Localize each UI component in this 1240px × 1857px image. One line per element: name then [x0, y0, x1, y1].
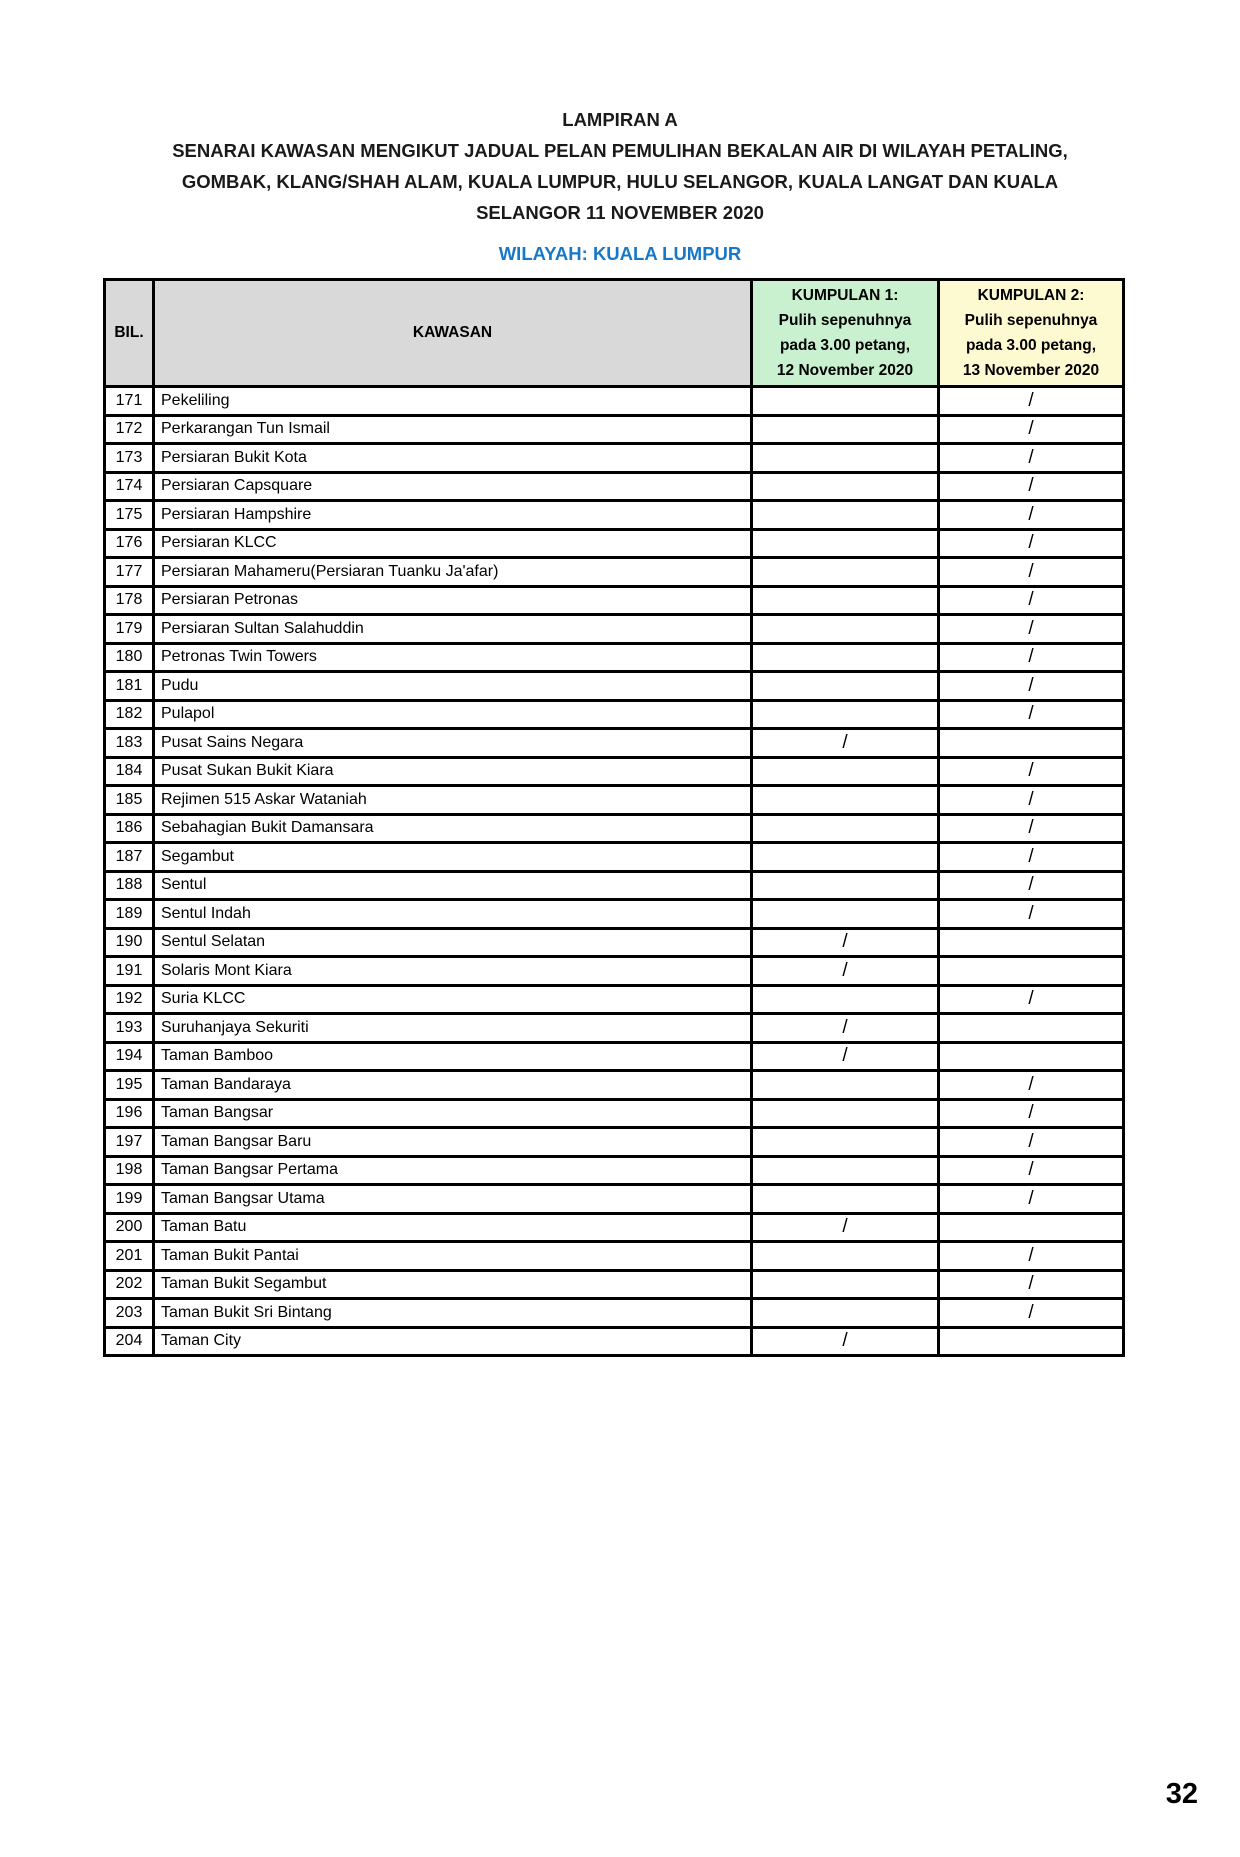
kumpulan1-line-2: Pulih sepenuhnya: [778, 312, 912, 329]
title-line-2: GOMBAK, KLANG/SHAH ALAM, KUALA LUMPUR, HULU SELANGOR, KUALA LANGAT DAN KUALA: [181, 171, 1059, 192]
table-header-row: [105, 280, 1124, 387]
cell-bil: 174: [105, 472, 154, 501]
cell-bil: 192: [105, 985, 154, 1014]
table-row: [105, 1242, 1124, 1271]
cell-kumpulan2: /: [939, 1099, 1124, 1128]
cell-kawasan: Taman Bandaraya: [154, 1071, 752, 1100]
table-row: [105, 586, 1124, 615]
cell-kumpulan2: /: [939, 1156, 1124, 1185]
table-row: [105, 786, 1124, 815]
cell-kumpulan1: [752, 814, 939, 843]
cell-kawasan: Persiaran Mahameru(Persiaran Tuanku Ja'afar): [154, 558, 752, 587]
kumpulan2-line-2: Pulih sepenuhnya: [964, 312, 1098, 329]
cell-kawasan: Sentul: [154, 871, 752, 900]
cell-kumpulan2: [939, 1327, 1124, 1356]
cell-kumpulan2: [939, 957, 1124, 986]
cell-bil: 197: [105, 1128, 154, 1157]
cell-kumpulan1: [752, 786, 939, 815]
kumpulan2-line-3: pada 3.00 petang,: [965, 337, 1097, 354]
cell-bil: 204: [105, 1327, 154, 1356]
table-row: [105, 985, 1124, 1014]
title-line-1: SENARAI KAWASAN MENGIKUT JADUAL PELAN PEMULIHAN BEKALAN AIR DI WILAYAH PETALING,: [172, 140, 1068, 161]
cell-kumpulan1: [752, 615, 939, 644]
cell-kawasan: Sebahagian Bukit Damansara: [154, 814, 752, 843]
document-page: [0, 104, 1240, 1857]
cell-kawasan: Taman Bukit Segambut: [154, 1270, 752, 1299]
cell-kumpulan2: /: [939, 643, 1124, 672]
cell-bil: 176: [105, 529, 154, 558]
cell-kumpulan1: [752, 1071, 939, 1100]
cell-kawasan: Perkarangan Tun Ismail: [154, 415, 752, 444]
cell-kawasan: Pulapol: [154, 700, 752, 729]
cell-kawasan: Taman Bukit Sri Bintang: [154, 1299, 752, 1328]
region-label: WILAYAH: KUALA LUMPUR: [498, 243, 742, 264]
table-row: [105, 1213, 1124, 1242]
kumpulan1-line-3: pada 3.00 petang,: [779, 337, 911, 354]
cell-kawasan: Rejimen 515 Askar Wataniah: [154, 786, 752, 815]
cell-kumpulan1: [752, 985, 939, 1014]
cell-kumpulan1: /: [752, 729, 939, 758]
table-row: [105, 1270, 1124, 1299]
cell-bil: 172: [105, 415, 154, 444]
table-body: [105, 387, 1124, 1356]
table-row: [105, 1156, 1124, 1185]
table-row: [105, 643, 1124, 672]
cell-kumpulan2: [939, 1213, 1124, 1242]
cell-kawasan: Persiaran Sultan Salahuddin: [154, 615, 752, 644]
cell-kumpulan2: /: [939, 1299, 1124, 1328]
cell-kawasan: Sentul Indah: [154, 900, 752, 929]
cell-bil: 191: [105, 957, 154, 986]
cell-bil: 171: [105, 387, 154, 416]
cell-kumpulan1: [752, 1128, 939, 1157]
cell-kumpulan2: /: [939, 1242, 1124, 1271]
cell-bil: 173: [105, 444, 154, 473]
cell-kumpulan1: [752, 900, 939, 929]
cell-kumpulan2: /: [939, 501, 1124, 530]
table-row: [105, 1014, 1124, 1043]
cell-kumpulan1: [752, 643, 939, 672]
cell-bil: 194: [105, 1042, 154, 1071]
cell-bil: 186: [105, 814, 154, 843]
cell-kawasan: Sentul Selatan: [154, 928, 752, 957]
schedule-table: [103, 278, 1125, 1357]
cell-kumpulan1: [752, 558, 939, 587]
cell-kawasan: Taman Bukit Pantai: [154, 1242, 752, 1271]
cell-bil: 200: [105, 1213, 154, 1242]
header-cell-kumpulan2: [939, 280, 1124, 387]
cell-bil: 180: [105, 643, 154, 672]
title-line-3: SELANGOR 11 NOVEMBER 2020: [476, 202, 764, 223]
cell-kumpulan2: /: [939, 700, 1124, 729]
cell-kawasan: Taman Bangsar: [154, 1099, 752, 1128]
cell-bil: 182: [105, 700, 154, 729]
cell-kumpulan2: /: [939, 529, 1124, 558]
cell-kumpulan1: /: [752, 1213, 939, 1242]
cell-kumpulan1: [752, 444, 939, 473]
header-cell-kumpulan1: [752, 280, 939, 387]
table-row: [105, 843, 1124, 872]
table-row: [105, 1099, 1124, 1128]
cell-kumpulan1: [752, 1270, 939, 1299]
cell-bil: 189: [105, 900, 154, 929]
cell-kumpulan1: /: [752, 1014, 939, 1043]
cell-kumpulan2: /: [939, 1270, 1124, 1299]
cell-kumpulan2: /: [939, 843, 1124, 872]
cell-bil: 198: [105, 1156, 154, 1185]
cell-kumpulan2: /: [939, 1185, 1124, 1214]
cell-bil: 185: [105, 786, 154, 815]
cell-kawasan: Segambut: [154, 843, 752, 872]
cell-kumpulan1: /: [752, 1042, 939, 1071]
table-row: [105, 871, 1124, 900]
cell-bil: 193: [105, 1014, 154, 1043]
cell-kawasan: Persiaran Capsquare: [154, 472, 752, 501]
cell-kumpulan2: /: [939, 814, 1124, 843]
cell-bil: 202: [105, 1270, 154, 1299]
cell-bil: 203: [105, 1299, 154, 1328]
cell-kumpulan1: [752, 700, 939, 729]
cell-kumpulan1: [752, 1185, 939, 1214]
cell-bil: 199: [105, 1185, 154, 1214]
table-row: [105, 472, 1124, 501]
table-row: [105, 957, 1124, 986]
table-row: [105, 529, 1124, 558]
cell-kawasan: Taman City: [154, 1327, 752, 1356]
cell-bil: 188: [105, 871, 154, 900]
lampiran-heading: LAMPIRAN A: [562, 109, 678, 130]
table-row: [105, 558, 1124, 587]
cell-kumpulan1: [752, 472, 939, 501]
cell-kawasan: Taman Bamboo: [154, 1042, 752, 1071]
cell-kumpulan1: [752, 1156, 939, 1185]
cell-kumpulan1: [752, 586, 939, 615]
cell-bil: 183: [105, 729, 154, 758]
cell-kumpulan1: /: [752, 1327, 939, 1356]
kumpulan1-line-1: KUMPULAN 1:: [791, 287, 899, 304]
cell-kawasan: Persiaran Petronas: [154, 586, 752, 615]
table-row: [105, 501, 1124, 530]
cell-kumpulan2: /: [939, 900, 1124, 929]
table-row: [105, 444, 1124, 473]
cell-kawasan: Suria KLCC: [154, 985, 752, 1014]
cell-bil: 196: [105, 1099, 154, 1128]
table-row: [105, 700, 1124, 729]
cell-kawasan: Pusat Sukan Bukit Kiara: [154, 757, 752, 786]
cell-bil: 184: [105, 757, 154, 786]
kumpulan2-line-1: KUMPULAN 2:: [977, 287, 1085, 304]
cell-kumpulan2: /: [939, 1071, 1124, 1100]
table-row: [105, 1327, 1124, 1356]
table-row: [105, 387, 1124, 416]
table-row: [105, 1185, 1124, 1214]
table-row: [105, 729, 1124, 758]
cell-kumpulan1: [752, 415, 939, 444]
cell-kumpulan1: [752, 1099, 939, 1128]
table-row: [105, 1071, 1124, 1100]
page-number: 32: [1165, 1778, 1198, 1810]
cell-kumpulan1: [752, 757, 939, 786]
cell-kumpulan1: [752, 529, 939, 558]
table-row: [105, 415, 1124, 444]
cell-kumpulan2: /: [939, 871, 1124, 900]
cell-kumpulan2: /: [939, 472, 1124, 501]
table-row: [105, 900, 1124, 929]
cell-kumpulan2: /: [939, 615, 1124, 644]
cell-kawasan: Taman Bangsar Pertama: [154, 1156, 752, 1185]
cell-kumpulan2: /: [939, 444, 1124, 473]
table-row: [105, 1042, 1124, 1071]
cell-kawasan: Taman Bangsar Utama: [154, 1185, 752, 1214]
table-row: [105, 757, 1124, 786]
cell-kumpulan2: /: [939, 757, 1124, 786]
cell-bil: 201: [105, 1242, 154, 1271]
cell-bil: 187: [105, 843, 154, 872]
cell-kumpulan2: /: [939, 786, 1124, 815]
cell-bil: 175: [105, 501, 154, 530]
cell-kawasan: Petronas Twin Towers: [154, 643, 752, 672]
table-row: [105, 814, 1124, 843]
cell-kumpulan1: [752, 387, 939, 416]
cell-kawasan: Taman Bangsar Baru: [154, 1128, 752, 1157]
table-row: [105, 615, 1124, 644]
cell-kumpulan1: [752, 843, 939, 872]
cell-kumpulan1: /: [752, 928, 939, 957]
header-cell-kawasan: KAWASAN: [154, 280, 752, 387]
table-row: [105, 672, 1124, 701]
cell-kumpulan2: [939, 729, 1124, 758]
cell-kumpulan2: /: [939, 415, 1124, 444]
cell-bil: 181: [105, 672, 154, 701]
cell-kumpulan1: [752, 672, 939, 701]
cell-kumpulan1: [752, 1242, 939, 1271]
cell-kumpulan2: /: [939, 558, 1124, 587]
table-row: [105, 1128, 1124, 1157]
cell-kumpulan2: /: [939, 1128, 1124, 1157]
cell-kawasan: Taman Batu: [154, 1213, 752, 1242]
cell-kumpulan2: /: [939, 387, 1124, 416]
cell-bil: 177: [105, 558, 154, 587]
cell-kumpulan1: /: [752, 957, 939, 986]
cell-bil: 179: [105, 615, 154, 644]
header-cell-bil: BIL.: [105, 280, 154, 387]
cell-kumpulan2: [939, 1042, 1124, 1071]
kumpulan2-line-4: 13 November 2020: [962, 362, 1100, 379]
cell-kawasan: Pudu: [154, 672, 752, 701]
cell-kumpulan1: [752, 871, 939, 900]
cell-kumpulan2: /: [939, 985, 1124, 1014]
document-title: [0, 104, 1240, 228]
cell-kumpulan2: [939, 1014, 1124, 1043]
cell-kumpulan1: [752, 1299, 939, 1328]
table-row: [105, 1299, 1124, 1328]
cell-kumpulan2: [939, 928, 1124, 957]
cell-kumpulan2: /: [939, 672, 1124, 701]
kumpulan1-line-4: 12 November 2020: [776, 362, 914, 379]
cell-kawasan: Pusat Sains Negara: [154, 729, 752, 758]
cell-kawasan: Solaris Mont Kiara: [154, 957, 752, 986]
cell-bil: 178: [105, 586, 154, 615]
cell-kawasan: Persiaran KLCC: [154, 529, 752, 558]
table-row: [105, 928, 1124, 957]
cell-kawasan: Persiaran Hampshire: [154, 501, 752, 530]
cell-kumpulan1: [752, 501, 939, 530]
cell-kawasan: Suruhanjaya Sekuriti: [154, 1014, 752, 1043]
cell-kawasan: Persiaran Bukit Kota: [154, 444, 752, 473]
cell-bil: 190: [105, 928, 154, 957]
cell-kumpulan2: /: [939, 586, 1124, 615]
cell-kawasan: Pekeliling: [154, 387, 752, 416]
cell-bil: 195: [105, 1071, 154, 1100]
